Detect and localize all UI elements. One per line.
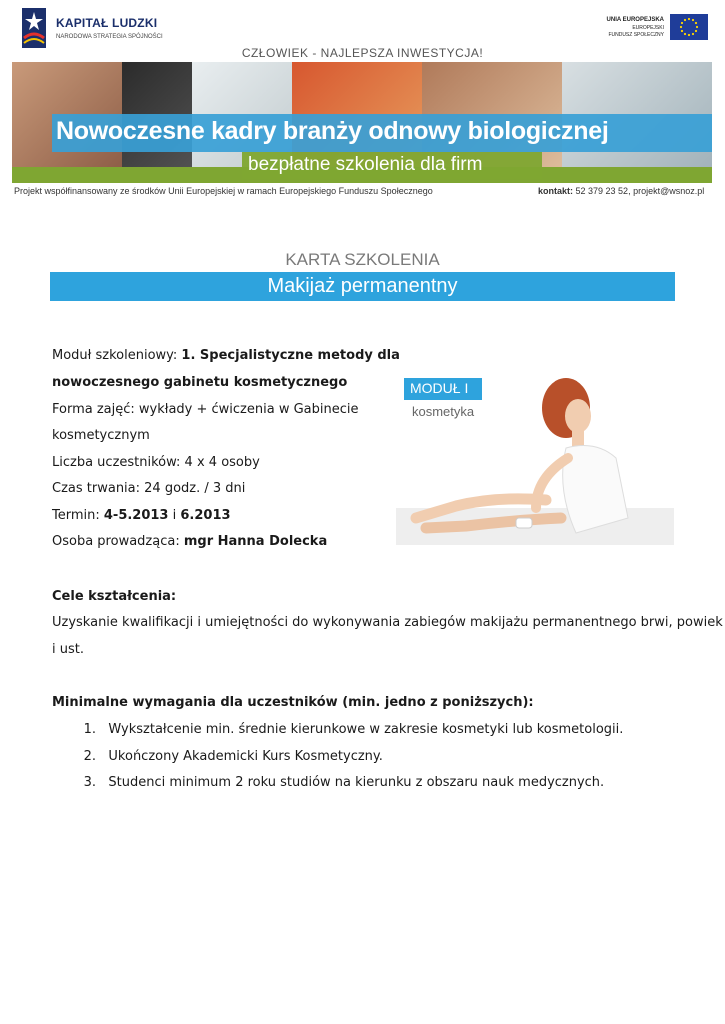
list-item [52,722,623,737]
form-line-1: Forma zajęć: wykłady + ćwiczenia w Gabinecie [52,402,359,417]
course-title: Makijaż permanentny [267,275,458,297]
duration-line: Czas trwania: 24 godz. / 3 dni [52,481,246,496]
banner [12,62,712,183]
term-value-2: 6.2013 [180,508,231,523]
motto: CZŁOWIEK - NAJLEPSZA INWESTYCJA! [241,46,484,60]
goals-text-1: Uzyskanie kwalifikacji i umiejętności do wykonywania zabiegów makijażu permanentnego brwi, powiek [52,615,723,630]
term-line [52,508,231,523]
list-item-text: Ukończony Akademicki Kurs Kosmetyczny. [108,749,383,764]
list-item-number: 3. [83,775,96,790]
woman-illustration-icon [396,368,674,545]
module-line-2 [52,375,347,390]
kapital-ludzki-name: KAPITAŁ LUDZKI [56,16,158,30]
requirements-heading-text: Minimalne wymagania dla uczestników (min. jedno z poniższych): [52,695,534,710]
leader-line [52,534,327,549]
goals-heading-text: Cele kształcenia: [52,589,177,604]
contact-value: 52 379 23 52, projekt@wsnoz.pl [573,186,705,196]
kapital-ludzki-mark-icon [22,8,46,48]
contact-label: kontakt: [538,186,574,196]
eu-flag-icon [670,14,708,40]
goals-heading [52,589,176,604]
module-picture [396,368,674,545]
list-item [52,749,383,764]
eu-line-2: EUROPEJSKI [632,25,664,31]
leader-label: Osoba prowadząca: [52,534,184,549]
requirements-heading [52,695,534,710]
list-item-number: 1. [83,722,96,737]
module-label: Moduł szkoleniowy: [52,348,182,363]
term-separator: i [168,508,181,523]
module-value-1: 1. Specjalistyczne metody dla [181,348,400,363]
project-note: Projekt współfinansowany ze środków Unii Europejskiej w ramach Europejskiego Funduszu Społecznego [14,186,433,196]
term-label: Termin: [52,508,104,523]
module-badge-label: MODUŁ I [410,380,469,396]
kapital-ludzki-subtitle: NARODOWA STRATEGIA SPÓJNOŚCI [56,34,163,40]
term-value-1: 4-5.2013 [103,508,169,523]
contact-info [538,186,704,196]
eu-logo [598,14,708,46]
form-line-2: kosmetycznym [52,428,150,443]
banner-subtitle: bezpłatne szkolenia dla firm [248,154,483,175]
list-item-text: Studenci minimum 2 roku studiów na kierunku z obszaru nauk medycznych. [108,775,605,790]
module-category: kosmetyka [412,404,475,419]
list-item-text: Wykształcenie min. średnie kierunkowe w zakresie kosmetyki lub kosmetologii. [108,722,624,737]
banner-title: Nowoczesne kadry branży odnowy biologicznej [56,117,609,145]
eu-line-3: FUNDUSZ SPOŁECZNY [608,32,664,38]
card-label: KARTA SZKOLENIA [285,250,440,269]
goals-text-2: i ust. [52,642,84,657]
eu-line-1: UNIA EUROPEJSKA [606,17,664,23]
leader-value: mgr Hanna Dolecka [183,534,328,549]
module-value-2: nowoczesnego gabinetu kosmetycznego [52,375,348,390]
list-item [52,775,604,790]
participants-line: Liczba uczestników: 4 x 4 osoby [52,455,260,470]
list-item-number: 2. [83,749,96,764]
module-line-1 [52,348,400,363]
